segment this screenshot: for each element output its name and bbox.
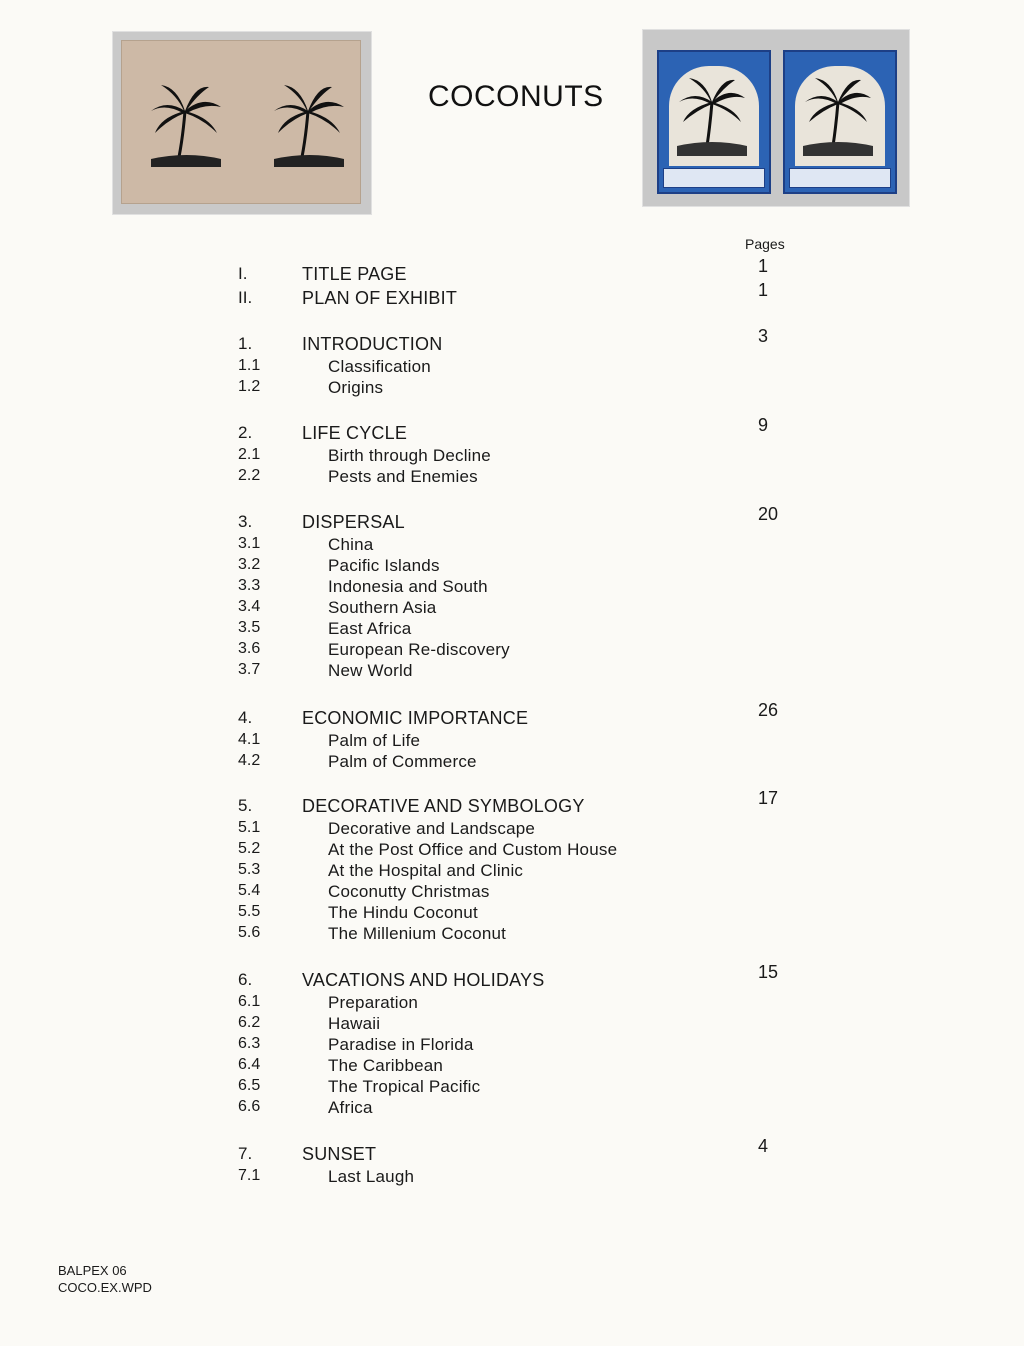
toc-row: [238, 357, 798, 378]
toc-row: [238, 378, 798, 399]
toc-row: [238, 882, 798, 903]
toc-section: [238, 1136, 798, 1188]
toc-row: [238, 1098, 798, 1119]
toc-page-number: 15: [758, 962, 779, 982]
toc-section: [238, 788, 798, 945]
toc-subheading: At the Post Office and Custom House: [328, 840, 618, 859]
toc-subheading: The Tropical Pacific: [328, 1077, 481, 1096]
toc-number: II.: [238, 288, 253, 307]
toc-page-number: 4: [758, 1136, 769, 1156]
page-footer: [58, 1262, 152, 1296]
toc-number: 5.2: [238, 840, 261, 857]
toc-row: [238, 326, 798, 357]
toc-number: 4.1: [238, 731, 261, 748]
toc-page-number: 1: [758, 256, 769, 276]
toc-heading: SUNSET: [302, 1144, 377, 1164]
toc-number: 5.: [238, 796, 253, 815]
toc-row: [238, 256, 798, 288]
toc-number: 3.3: [238, 577, 261, 594]
toc-row: [238, 598, 798, 619]
toc-number: 1.1: [238, 357, 261, 374]
toc-number: 6.6: [238, 1098, 261, 1115]
toc-number: 1.2: [238, 378, 261, 395]
toc-number: 2.: [238, 423, 253, 442]
toc-subheading: The Caribbean: [328, 1056, 444, 1075]
toc-number: 2.2: [238, 467, 261, 484]
toc-row: [238, 840, 798, 861]
toc-subheading: Africa: [328, 1098, 373, 1117]
toc-number: 3.7: [238, 661, 261, 678]
toc-subheading: Decorative and Landscape: [328, 819, 536, 838]
toc-row: [238, 640, 798, 661]
toc-number: 4.: [238, 708, 253, 727]
toc-front-matter: [238, 256, 798, 312]
toc-row: [238, 446, 798, 467]
toc-row: [238, 467, 798, 488]
toc-page-number: 1: [758, 280, 769, 300]
toc-row: [238, 924, 798, 945]
toc-number: 5.1: [238, 819, 261, 836]
toc-row: [238, 1056, 798, 1077]
toc-subheading: Pests and Enemies: [328, 467, 478, 486]
toc-row: [238, 1035, 798, 1056]
toc-subheading: At the Hospital and Clinic: [328, 861, 524, 880]
toc-row: [238, 861, 798, 882]
toc-number: 7.1: [238, 1167, 261, 1184]
toc-number: 5.5: [238, 903, 261, 920]
toc-subheading: Paradise in Florida: [328, 1035, 474, 1054]
toc-number: 3.2: [238, 556, 261, 573]
toc-number: 1.: [238, 334, 253, 353]
toc-number: 4.2: [238, 752, 261, 769]
toc-page-number: 3: [758, 326, 769, 346]
toc-subheading: Coconutty Christmas: [328, 882, 490, 901]
toc-row: [238, 1136, 798, 1167]
toc-row: [238, 752, 798, 773]
toc-subheading: Origins: [328, 378, 384, 397]
toc-subheading: Palm of Life: [328, 731, 421, 750]
toc-section: [238, 326, 798, 399]
toc-heading: TITLE PAGE: [302, 264, 407, 284]
toc-page-number: 17: [758, 788, 779, 808]
toc-subheading: Hawaii: [328, 1014, 381, 1033]
toc-subheading: Last Laugh: [328, 1167, 415, 1186]
toc-heading: VACATIONS AND HOLIDAYS: [302, 970, 545, 990]
footer-exhibition: BALPEX 06: [58, 1263, 127, 1278]
toc-row: [238, 903, 798, 924]
toc-heading: ECONOMIC IMPORTANCE: [302, 708, 529, 728]
footer-filename: COCO.EX.WPD: [58, 1280, 152, 1295]
toc-number: 3.1: [238, 535, 261, 552]
pages-column-header: Pages: [745, 236, 785, 252]
toc-subheading: New World: [328, 661, 413, 680]
toc-number: 6.5: [238, 1077, 261, 1094]
toc-heading: DISPERSAL: [302, 512, 405, 532]
toc-row: [238, 577, 798, 598]
toc-number: 7.: [238, 1144, 253, 1163]
toc-section: [238, 962, 798, 1119]
toc-page-number: 26: [758, 700, 779, 720]
toc-page-number: 9: [758, 415, 769, 435]
toc-subheading: Pacific Islands: [328, 556, 440, 575]
toc-row: [238, 415, 798, 446]
toc-subheading: East Africa: [328, 619, 412, 638]
toc-row: [238, 731, 798, 752]
toc-subheading: Southern Asia: [328, 598, 437, 617]
toc-row: [238, 1077, 798, 1098]
toc-row: [238, 619, 798, 640]
toc-subheading: Palm of Commerce: [328, 752, 477, 771]
toc-heading: PLAN OF EXHIBIT: [302, 288, 458, 308]
toc-number: 3.6: [238, 640, 261, 657]
toc-subheading: China: [328, 535, 374, 554]
toc-number: 3.4: [238, 598, 261, 615]
toc-row: [238, 504, 798, 535]
toc-subheading: Classification: [328, 357, 431, 376]
toc-section: [238, 504, 798, 682]
toc-heading: INTRODUCTION: [302, 334, 443, 354]
toc-row: [238, 700, 798, 731]
toc-number: 5.4: [238, 882, 261, 899]
toc-subheading: Indonesia and South: [328, 577, 488, 596]
toc-row: [238, 819, 798, 840]
toc-row: [238, 1014, 798, 1035]
toc-section: [238, 700, 798, 773]
toc-page-number: 20: [758, 504, 779, 524]
toc-row: [238, 280, 798, 312]
toc-row: [238, 661, 798, 682]
toc-row: [238, 535, 798, 556]
toc-number: 2.1: [238, 446, 261, 463]
toc-heading: DECORATIVE AND SYMBOLOGY: [302, 796, 585, 816]
toc-row: [238, 993, 798, 1014]
toc-row: [238, 962, 798, 993]
page-title: COCONUTS: [428, 80, 604, 113]
toc-number: I.: [238, 264, 248, 283]
toc-subheading: The Millenium Coconut: [328, 924, 507, 943]
toc-subheading: The Hindu Coconut: [328, 903, 478, 922]
toc-number: 6.4: [238, 1056, 261, 1073]
toc-subheading: Birth through Decline: [328, 446, 491, 465]
toc-number: 6.1: [238, 993, 261, 1010]
toc-number: 6.3: [238, 1035, 261, 1052]
toc-subheading: Preparation: [328, 993, 419, 1012]
toc-number: 6.2: [238, 1014, 261, 1031]
toc-row: [238, 556, 798, 577]
toc-number: 3.5: [238, 619, 261, 636]
toc-number: 5.6: [238, 924, 261, 941]
toc-row: [238, 1167, 798, 1188]
toc-number: 3.: [238, 512, 253, 531]
toc-row: [238, 788, 798, 819]
toc-section: [238, 415, 798, 488]
toc-heading: LIFE CYCLE: [302, 423, 408, 443]
toc-number: 5.3: [238, 861, 261, 878]
toc-subheading: European Re-discovery: [328, 640, 510, 659]
toc-number: 6.: [238, 970, 253, 989]
